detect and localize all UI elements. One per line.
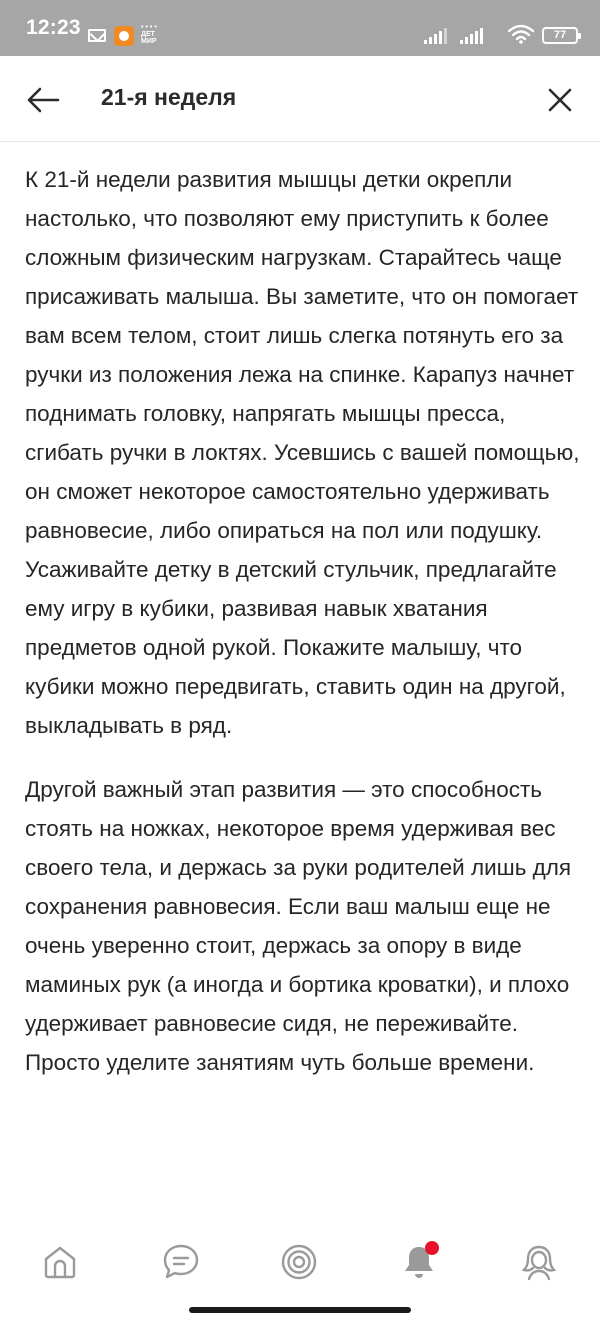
wifi-icon [508, 24, 534, 44]
signal-icon [460, 28, 482, 44]
profile-icon [518, 1241, 560, 1283]
article-paragraph-2: Другой важный этап развития — это способность стоять на ножках, некоторое время удерживая вес своего тела, и держась за руки родителей лишь для сохранения равновесия. Если ваш малыш еще не очень уверенно стоит, держась за опору в виде маминых рук (а иногда и бортика кроватки), и плохо удерживает равновесие сидя, не переживайте. Просто уделите занятиям чуть больше времени. [25, 777, 572, 1075]
article-paragraph-1: К 21-й недели развития мышцы детки окрепли настолько, что позволяют ему приступить к более сложным физическим нагрузкам. Старайтесь чаще присаживать малыша. Вы заметите, что он помогает вам всем телом, стоит лишь слегка потянуть его за ручки из положения лежа на спинке. Карапуз начнет поднимать головку, напрягать мышцы пресса, сгибать ручки в локтях. Усевшись с вашей помощью, он сможет некоторое самостоятельно удерживать равновесие, либо опираться на пол или подушку. Усаживайте детку в детский стульчик, предлагайте ему игру в кубики, развивая навык хватания предметов одной рукой. Покажите малышу, что кубики можно передвигать, ставить один на другой, выкладывать в ряд. [25, 167, 580, 738]
battery-icon: 77 [542, 27, 578, 44]
target-icon [278, 1241, 320, 1283]
detmir-label-2: МИР [141, 38, 157, 45]
status-bar [0, 0, 600, 56]
detmir-label-1: ДЕТ [141, 31, 155, 38]
mail-icon [88, 29, 106, 42]
nav-profile[interactable] [513, 1236, 565, 1288]
home-indicator[interactable] [189, 1307, 411, 1313]
chat-icon [160, 1241, 202, 1283]
arrow-left-icon [22, 78, 66, 122]
app-header [0, 56, 600, 142]
home-icon [40, 1242, 80, 1282]
bottom-nav [0, 1222, 600, 1332]
nav-chat[interactable] [155, 1236, 207, 1288]
detmir-icon: •••• ДЕТ МИР [141, 24, 163, 46]
close-button[interactable] [538, 78, 582, 122]
article-body[interactable] [25, 160, 585, 1222]
close-icon [538, 78, 582, 122]
back-button[interactable] [22, 78, 66, 122]
notification-dot [425, 1241, 439, 1255]
nav-target[interactable] [273, 1236, 325, 1288]
nav-notifications[interactable] [393, 1236, 445, 1288]
app-notification-icon [114, 26, 134, 46]
signal-icon [424, 28, 446, 44]
nav-home[interactable] [34, 1236, 86, 1288]
page-title: 21-я неделя [101, 84, 237, 110]
status-time: 12:23 [26, 16, 81, 39]
